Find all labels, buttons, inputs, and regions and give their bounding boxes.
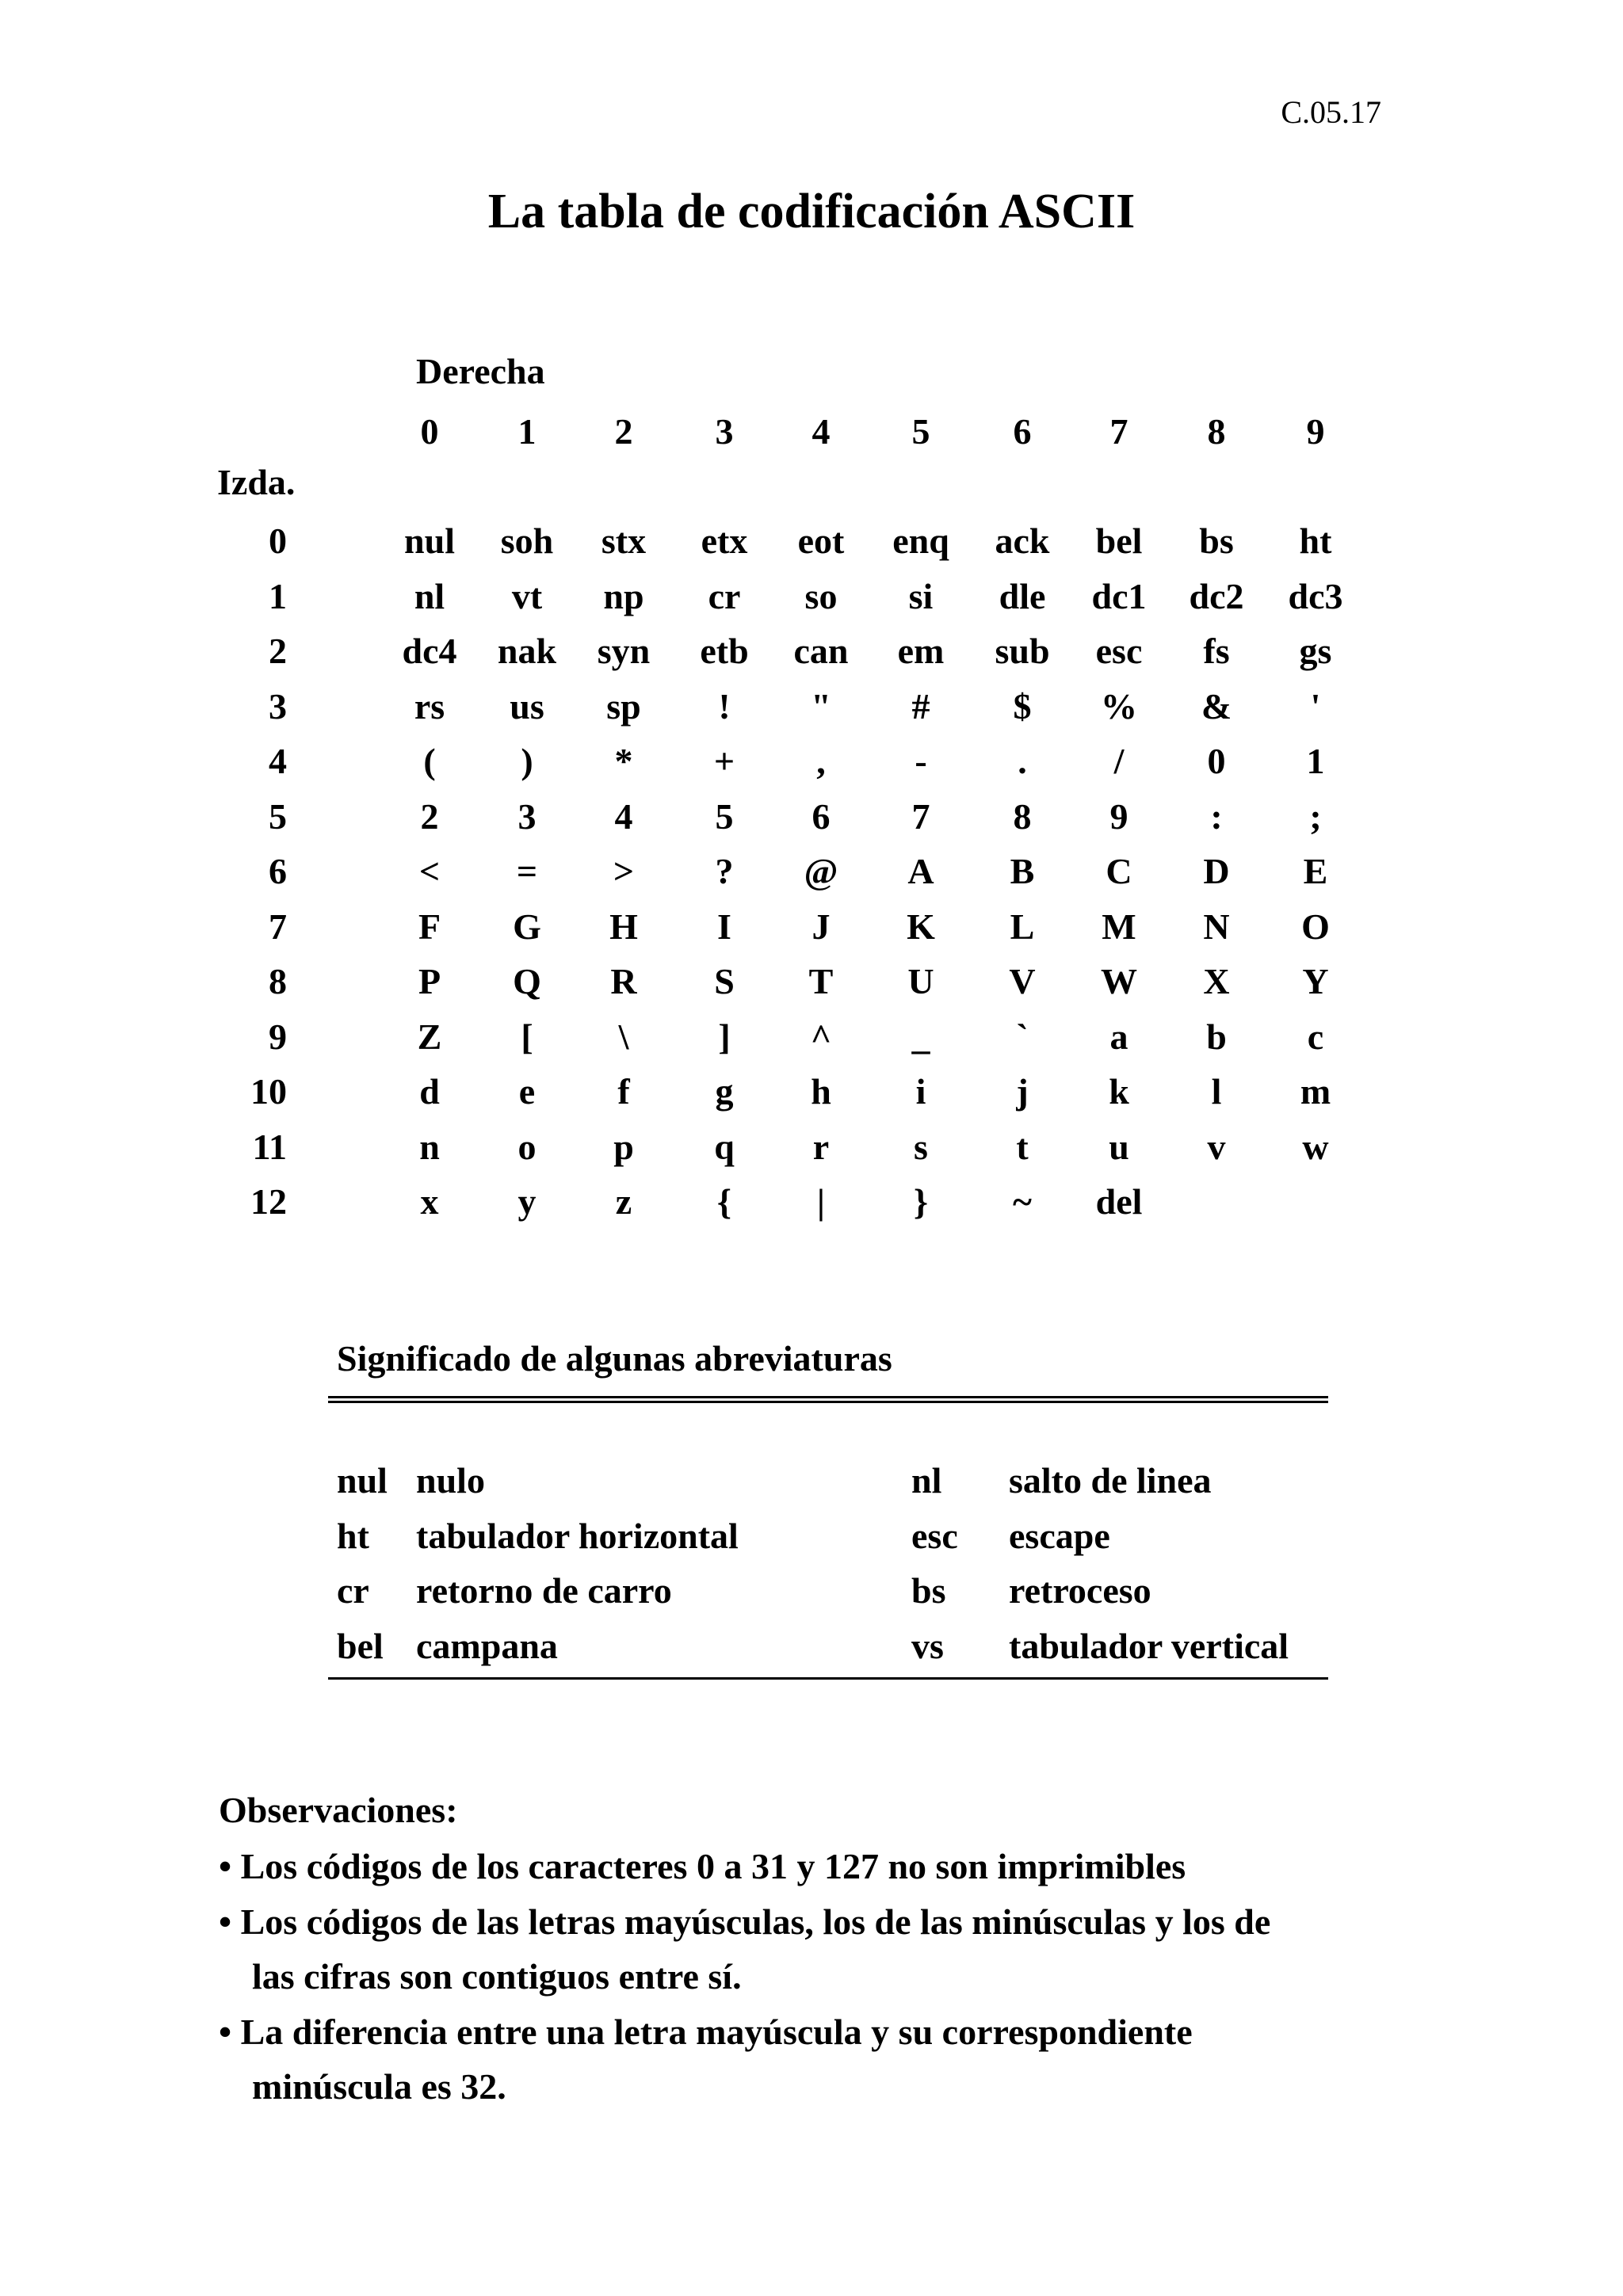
column-header: 7	[1109, 411, 1128, 452]
table-cell: l	[1211, 1071, 1222, 1112]
table-cell: nak	[497, 631, 557, 671]
legend-title: Significado de algunas abreviaturas	[337, 1338, 892, 1379]
table-cell: ?	[715, 851, 734, 891]
table-cell: @	[804, 851, 838, 891]
column-header: 5	[911, 411, 930, 452]
table-cell: p	[613, 1126, 634, 1167]
table-cell: }	[913, 1181, 929, 1222]
table-cell: W	[1101, 961, 1137, 1001]
table-cell: o	[517, 1126, 537, 1167]
row-header: 9	[269, 1016, 287, 1057]
table-cell: 1	[1306, 741, 1325, 781]
table-cell: 6	[812, 795, 831, 837]
table-cell: =	[516, 851, 538, 891]
table-cell: "	[811, 685, 831, 727]
row-header: 12	[250, 1181, 287, 1222]
observation-line: • La diferencia entre una letra mayúscula y su correspondiente	[219, 2011, 1193, 2052]
table-cell: j	[1016, 1071, 1029, 1112]
table-cell: fs	[1203, 631, 1230, 671]
table-cell: O	[1301, 906, 1330, 947]
table-cell: so	[804, 575, 838, 616]
column-header: 4	[812, 411, 831, 452]
table-cell: ~	[1013, 1181, 1032, 1222]
row-header: 4	[269, 741, 287, 781]
table-cell: .	[1018, 741, 1027, 781]
table-cell: e	[518, 1071, 536, 1112]
abbreviation-meaning: tabulador horizontal	[416, 1515, 739, 1556]
page-title: La tabla de codificación ASCII	[487, 185, 1136, 238]
table-cell: d	[419, 1071, 440, 1112]
row-header: 10	[250, 1071, 287, 1112]
table-cell: b	[1206, 1016, 1227, 1057]
abbreviation: ht	[337, 1515, 369, 1556]
column-header: 9	[1306, 411, 1325, 452]
table-cell: z	[615, 1181, 632, 1222]
table-cell: dc2	[1189, 575, 1244, 616]
row-header: 7	[269, 906, 287, 947]
table-cell: nul	[404, 521, 455, 561]
table-cell: 0	[1207, 741, 1226, 781]
table-cell: ^	[810, 1016, 832, 1057]
table-cell: enq	[892, 521, 949, 561]
table-cell: t	[1016, 1126, 1029, 1167]
right-axis-label: Derecha	[416, 351, 545, 391]
table-cell: h	[811, 1071, 831, 1112]
table-cell: 5	[715, 795, 734, 837]
table-cell: syn	[597, 631, 651, 671]
table-cell: nl	[414, 575, 445, 616]
column-header: 1	[517, 411, 537, 452]
table-cell: etx	[701, 521, 748, 561]
row-header: 6	[269, 851, 287, 891]
table-cell: can	[793, 631, 849, 671]
table-cell: 3	[517, 795, 537, 837]
column-header: 3	[715, 411, 734, 452]
table-cell: y	[517, 1181, 537, 1222]
table-cell: T	[808, 961, 834, 1001]
table-cell: s	[914, 1126, 928, 1167]
table-cell: 4	[614, 795, 633, 837]
table-cell: Z	[417, 1016, 442, 1057]
abbreviation: bel	[337, 1625, 384, 1666]
table-cell: bs	[1199, 521, 1234, 561]
table-cell: n	[419, 1126, 440, 1167]
table-cell: *	[614, 741, 633, 781]
row-header: 0	[269, 521, 287, 561]
table-cell: 7	[911, 795, 930, 837]
column-header: 0	[420, 411, 439, 452]
table-cell: i	[915, 1071, 926, 1112]
table-cell: Y	[1302, 961, 1329, 1001]
table-cell: soh	[500, 521, 554, 561]
legend-bottom-rule	[328, 1677, 1328, 1680]
table-cell: w	[1302, 1126, 1329, 1167]
page-code: C.05.17	[1281, 94, 1381, 130]
table-cell: etb	[700, 631, 749, 671]
table-cell: >	[613, 851, 635, 891]
abbreviation: cr	[337, 1570, 369, 1611]
row-header: 8	[269, 961, 287, 1001]
table-cell: ]	[718, 1016, 731, 1057]
table-cell: <	[418, 851, 441, 891]
table-cell: |	[816, 1181, 826, 1222]
table-cell: cr	[708, 575, 741, 616]
table-cell: !	[718, 685, 731, 727]
table-cell: &	[1201, 685, 1232, 727]
abbreviation-meaning: nulo	[416, 1460, 485, 1501]
table-cell: #	[911, 685, 930, 727]
table-cell: ack	[995, 521, 1050, 561]
table-cell: $	[1013, 685, 1032, 727]
table-cell: eot	[797, 521, 845, 561]
table-cell: sp	[606, 685, 641, 727]
row-header: 3	[269, 685, 287, 727]
left-axis-label: Izda.	[217, 462, 296, 502]
abbreviation-meaning: escape	[1009, 1515, 1110, 1556]
table-cell: x	[420, 1181, 439, 1222]
table-cell: m	[1300, 1071, 1331, 1112]
observation-line: las cifras son contiguos entre sí.	[252, 1956, 742, 1997]
table-cell: em	[897, 631, 945, 671]
table-cell: :	[1210, 795, 1223, 837]
observation-line: • Los códigos de las letras mayúsculas, los de las minúsculas y los de	[219, 1901, 1271, 1942]
table-cell: +	[713, 741, 735, 781]
abbreviation: nl	[911, 1460, 942, 1501]
table-cell: V	[1009, 961, 1036, 1001]
row-header: 11	[252, 1126, 287, 1167]
table-cell: E	[1303, 851, 1328, 891]
table-cell: L	[1010, 906, 1035, 947]
table-cell: X	[1203, 961, 1230, 1001]
table-cell: esc	[1095, 631, 1143, 671]
table-cell: C	[1106, 851, 1132, 891]
abbreviation-meaning: retroceso	[1009, 1570, 1151, 1611]
row-header: 5	[269, 795, 287, 837]
table-cell: J	[812, 906, 831, 947]
table-cell: F	[418, 906, 441, 947]
table-cell: dc1	[1091, 575, 1147, 616]
table-cell: _	[911, 1016, 930, 1057]
abbreviation-meaning: tabulador vertical	[1009, 1625, 1289, 1666]
table-cell: q	[714, 1126, 735, 1167]
table-cell: {	[716, 1181, 732, 1222]
table-cell: -	[915, 741, 927, 781]
table-cell: dle	[999, 575, 1046, 616]
table-cell: ;	[1309, 795, 1322, 837]
abbreviation: nul	[337, 1460, 388, 1501]
table-cell: c	[1307, 1016, 1324, 1057]
table-cell: v	[1207, 1126, 1226, 1167]
table-cell: P	[418, 961, 441, 1001]
abbreviation: bs	[911, 1570, 946, 1611]
table-cell: u	[1109, 1126, 1129, 1167]
table-cell: D	[1203, 851, 1230, 891]
table-cell: K	[907, 906, 935, 947]
table-cell: 2	[420, 795, 439, 837]
table-cell: np	[603, 575, 644, 616]
abbreviation: esc	[911, 1515, 958, 1556]
column-header: 2	[614, 411, 633, 452]
table-cell: [	[521, 1016, 533, 1057]
table-cell: r	[812, 1126, 830, 1167]
table-cell: si	[908, 575, 934, 616]
observation-line: minúscula es 32.	[252, 2066, 506, 2107]
row-header: 1	[269, 575, 287, 616]
table-cell: U	[907, 961, 934, 1001]
row-header: 2	[269, 631, 287, 671]
table-cell: Q	[513, 961, 541, 1001]
table-cell: stx	[601, 521, 647, 561]
table-cell: 8	[1013, 795, 1032, 837]
table-cell: sub	[995, 631, 1050, 671]
table-cell: /	[1113, 741, 1125, 781]
table-cell: dc4	[402, 631, 457, 671]
table-cell: k	[1109, 1071, 1129, 1112]
table-cell: A	[907, 851, 934, 891]
table-cell: 9	[1109, 795, 1128, 837]
observations-title: Observaciones:	[219, 1790, 458, 1830]
table-cell: )	[521, 741, 533, 781]
table-cell: f	[617, 1071, 630, 1112]
table-cell: B	[1010, 851, 1035, 891]
table-cell: I	[717, 906, 731, 947]
table-cell: %	[1101, 685, 1137, 727]
abbreviation-meaning: salto de linea	[1009, 1460, 1212, 1501]
legend-double-rule	[328, 1396, 1328, 1403]
column-header: 8	[1207, 411, 1226, 452]
table-cell: g	[715, 1071, 734, 1112]
table-cell: us	[510, 685, 544, 727]
column-header: 6	[1013, 411, 1032, 452]
table-cell: M	[1102, 906, 1136, 947]
table-cell: '	[1310, 685, 1321, 727]
table-cell: del	[1095, 1181, 1143, 1222]
table-cell: rs	[414, 685, 445, 727]
table-cell: a	[1109, 1016, 1128, 1057]
table-cell: G	[513, 906, 541, 947]
table-cell: bel	[1095, 521, 1143, 561]
observation-line: • Los códigos de los caracteres 0 a 31 y 127 no son imprimibles	[219, 1846, 1186, 1886]
table-cell: gs	[1299, 631, 1332, 671]
table-cell: \	[618, 1016, 629, 1057]
table-cell: ,	[816, 741, 826, 781]
abbreviation-meaning: retorno de carro	[416, 1570, 672, 1611]
table-cell: N	[1203, 906, 1230, 947]
table-cell: (	[423, 741, 436, 781]
table-cell: dc3	[1288, 575, 1343, 616]
table-cell: vt	[511, 575, 543, 616]
table-cell: H	[609, 906, 638, 947]
table-cell: R	[610, 961, 637, 1001]
table-cell: `	[1016, 1016, 1029, 1057]
table-cell: S	[714, 961, 735, 1001]
table-cell: ht	[1299, 521, 1332, 561]
abbreviation: vs	[911, 1625, 944, 1666]
abbreviation-meaning: campana	[416, 1625, 558, 1666]
